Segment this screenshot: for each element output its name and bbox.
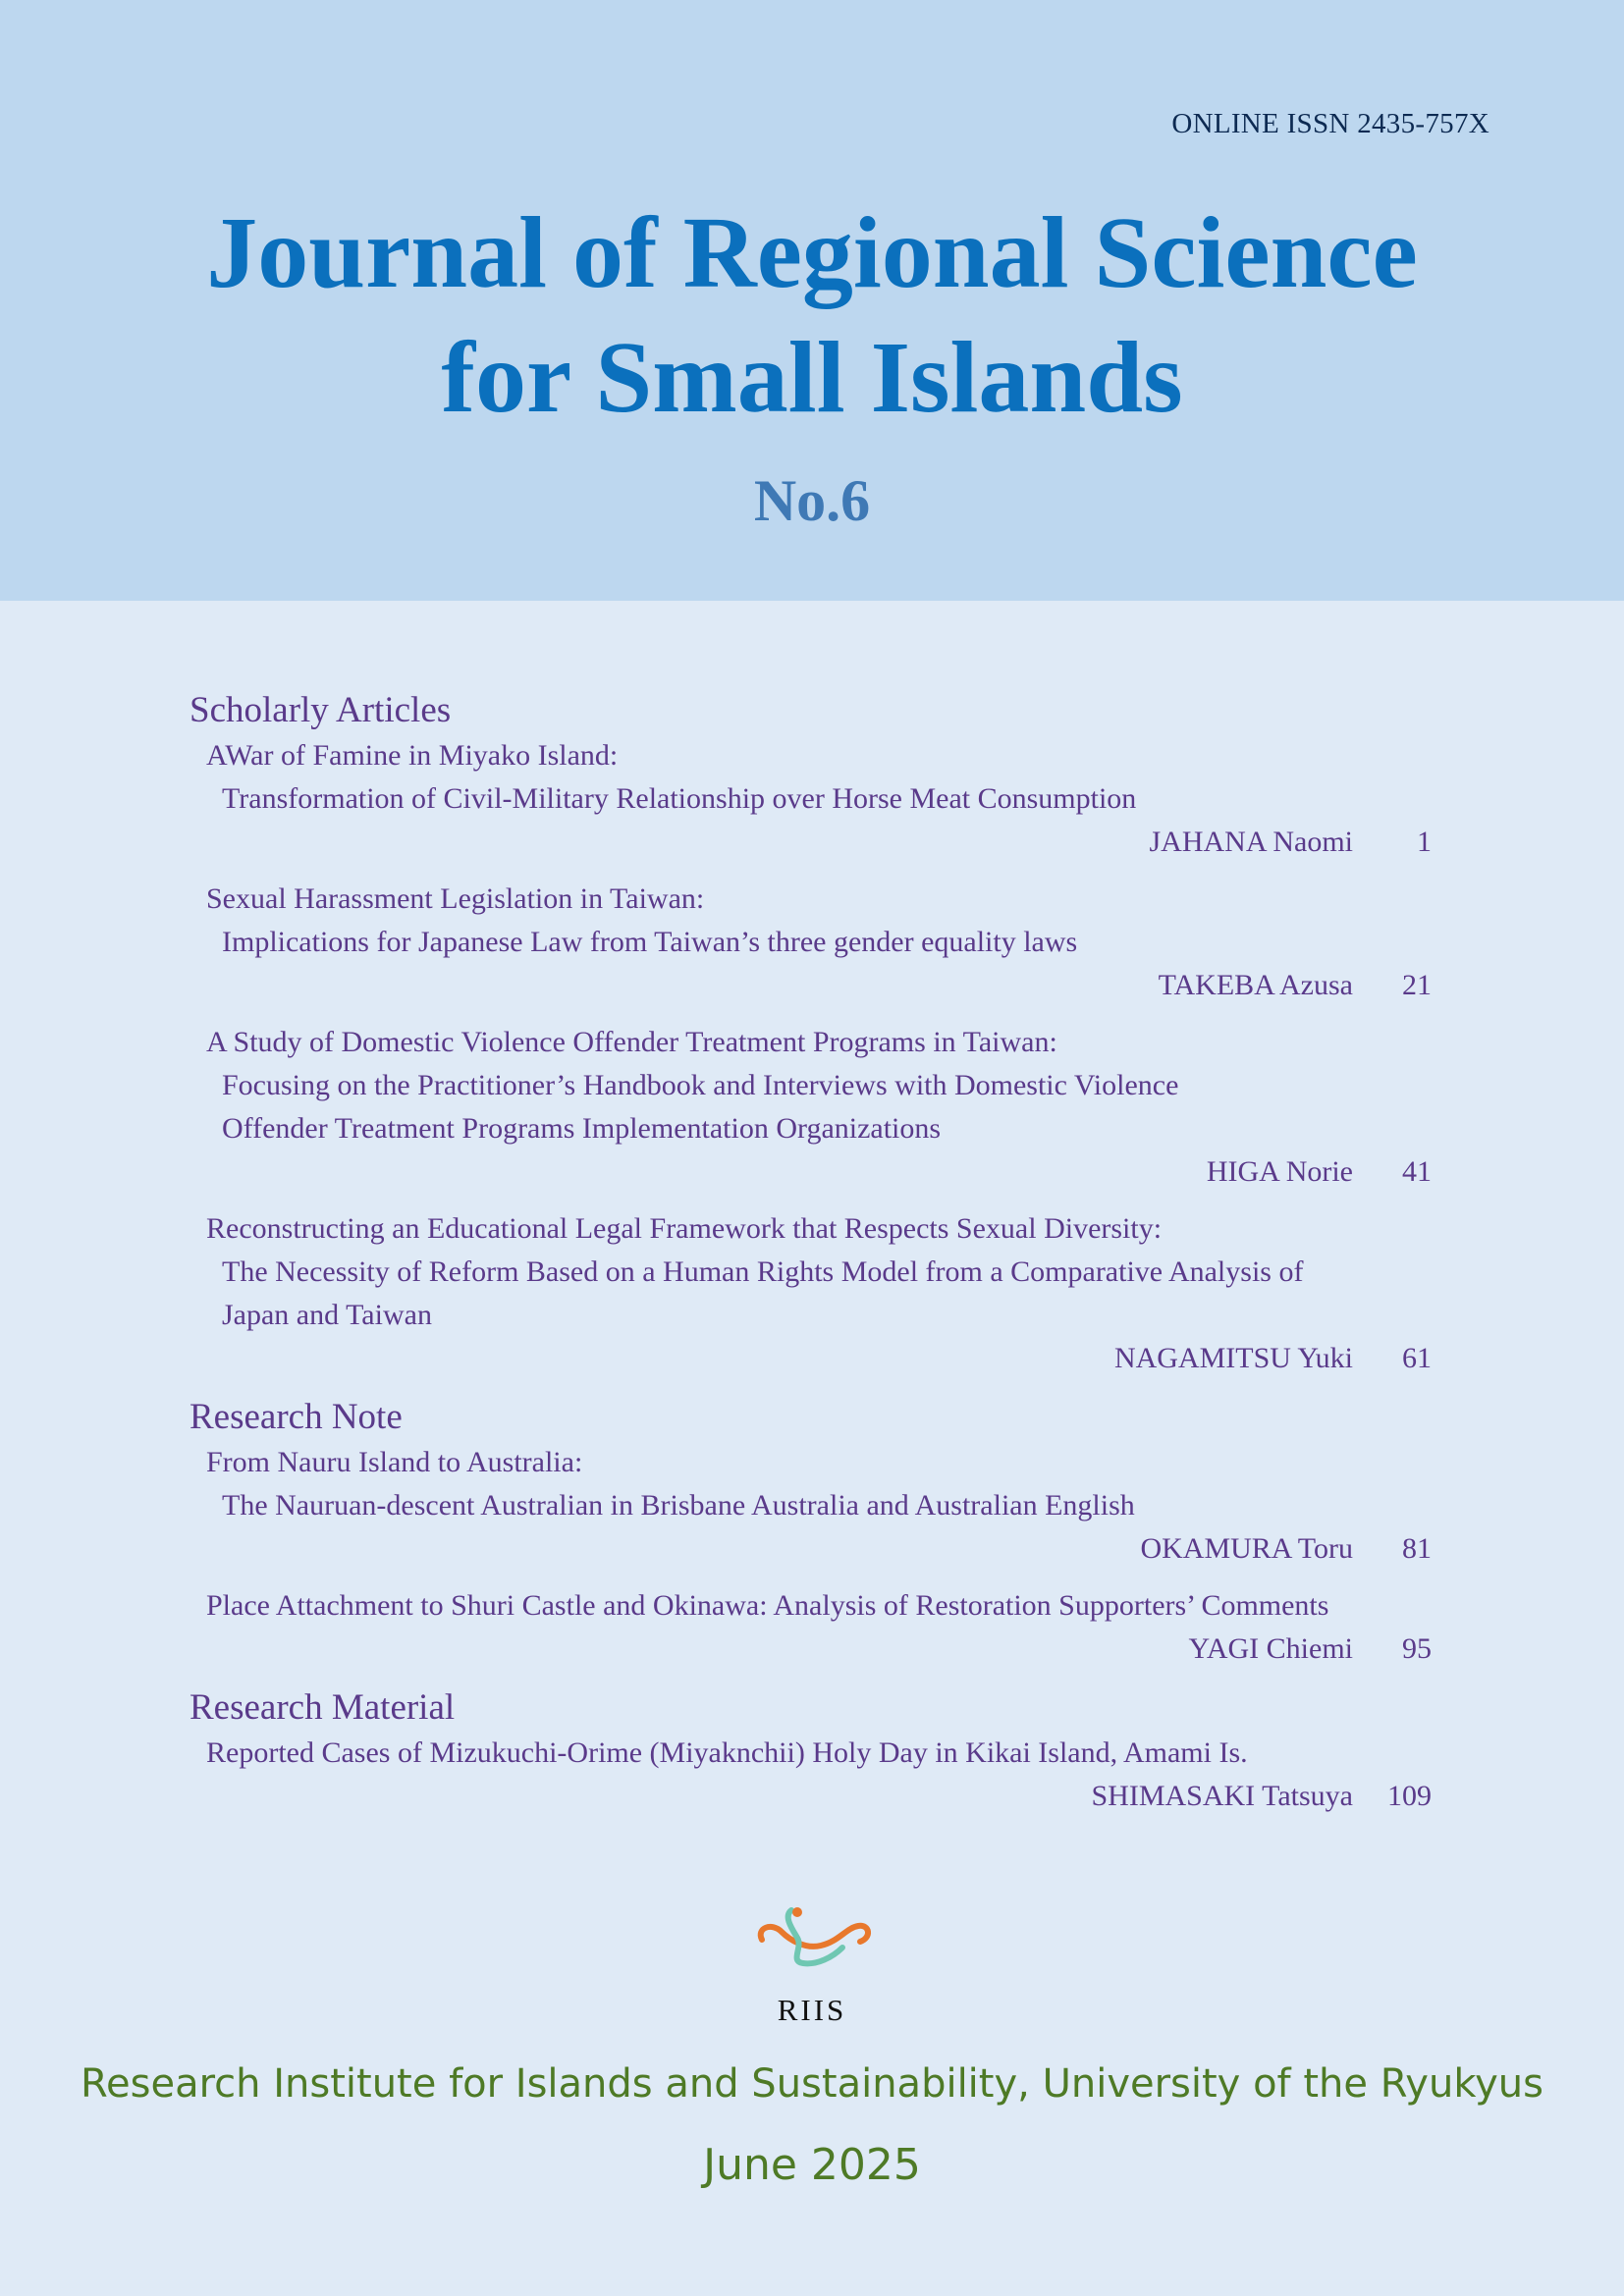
logo-orange-stroke: [761, 1926, 868, 1947]
toc-section: [189, 1394, 1432, 1671]
section-heading: Research Material: [189, 1687, 456, 1728]
article-page-number: 81: [1402, 1532, 1432, 1565]
toc-entry: [189, 1207, 1432, 1380]
issue-number: No.6: [753, 468, 871, 533]
article-byline: [189, 1775, 1432, 1818]
article-title: A Study of Domestic Violence Offender Treatment Programs in Taiwan:: [206, 1026, 1057, 1058]
article-author: OKAMURA Toru: [1140, 1532, 1353, 1565]
table-of-contents: [189, 687, 1432, 1832]
toc-entry: [189, 1021, 1432, 1194]
article-subtitle-line: The Nauruan-descent Australian in Brisbane Australia and Australian English: [222, 1489, 1135, 1522]
article-subtitle-line: Focusing on the Practitioner’s Handbook and Interviews with Domestic Violence: [222, 1069, 1179, 1101]
article-title: Reconstructing an Educational Legal Framework that Respects Sexual Diversity:: [206, 1212, 1163, 1245]
toc-entry: [189, 878, 1432, 1007]
article-subtitle-line: Transformation of Civil-Military Relationship over Horse Meat Consumption: [222, 782, 1137, 815]
article-subtitle-line: The Necessity of Reform Based on a Human Rights Model from a Comparative Analysis of: [222, 1255, 1304, 1288]
article-title: Reported Cases of Mizukuchi-Orime (Miyaknchii) Holy Day in Kikai Island, Amami Is.: [206, 1736, 1248, 1769]
section-heading: Scholarly Articles: [189, 690, 452, 730]
article-byline: [189, 1337, 1432, 1380]
issn-label: ONLINE ISSN 2435-757X: [1171, 108, 1489, 139]
article-byline: [189, 1150, 1432, 1194]
article-author: SHIMASAKI Tatsuya: [1091, 1780, 1353, 1812]
publication-date: June 2025: [703, 2140, 921, 2190]
article-subtitle-line: Japan and Taiwan: [222, 1299, 432, 1331]
article-page-number: 95: [1402, 1632, 1432, 1665]
article-title: AWar of Famine in Miyako Island:: [206, 739, 619, 772]
toc-entry: [189, 1732, 1432, 1818]
article-subtitle-line: Implications for Japanese Law from Taiwan’s three gender equality laws: [222, 926, 1078, 958]
article-byline: [189, 1628, 1432, 1671]
article-page-number: 61: [1402, 1342, 1432, 1374]
toc-entry: [189, 1584, 1432, 1671]
article-page-number: 41: [1402, 1155, 1432, 1188]
toc-section: [189, 687, 1432, 1380]
toc-entry: [189, 1441, 1432, 1571]
article-author: JAHANA Naomi: [1149, 826, 1353, 858]
article-byline: [189, 1527, 1432, 1571]
article-page-number: 109: [1387, 1780, 1432, 1812]
logo-dot: [792, 1907, 802, 1917]
section-heading: Research Note: [189, 1397, 403, 1437]
article-author: NAGAMITSU Yuki: [1113, 1342, 1353, 1374]
article-byline: [189, 821, 1432, 864]
journal-title-line-2: for Small Islands: [441, 321, 1183, 434]
article-page-number: 1: [1417, 826, 1432, 858]
riis-logo-icon: [748, 1902, 876, 1971]
publisher-name: Research Institute for Islands and Sustainability, University of the Ryukyus: [81, 2061, 1543, 2107]
toc-section: [189, 1684, 1432, 1818]
article-author: TAKEBA Azusa: [1158, 969, 1353, 1001]
article-page-number: 21: [1402, 969, 1432, 1001]
article-title: From Nauru Island to Australia:: [206, 1446, 583, 1478]
toc-entry: [189, 734, 1432, 864]
article-byline: [189, 964, 1432, 1007]
riis-logo-label: RIIS: [777, 1993, 847, 2027]
article-title: Place Attachment to Shuri Castle and Okinawa: Analysis of Restoration Supporters’ Comments: [206, 1589, 1329, 1622]
cover-header-band: [0, 0, 1624, 601]
article-title: Sexual Harassment Legislation in Taiwan:: [206, 882, 705, 915]
article-author: YAGI Chiemi: [1188, 1632, 1353, 1665]
journal-title-line-1: Journal of Regional Science: [206, 196, 1418, 309]
article-subtitle-line: Offender Treatment Programs Implementation Organizations: [222, 1112, 942, 1145]
article-author: HIGA Norie: [1206, 1155, 1353, 1188]
